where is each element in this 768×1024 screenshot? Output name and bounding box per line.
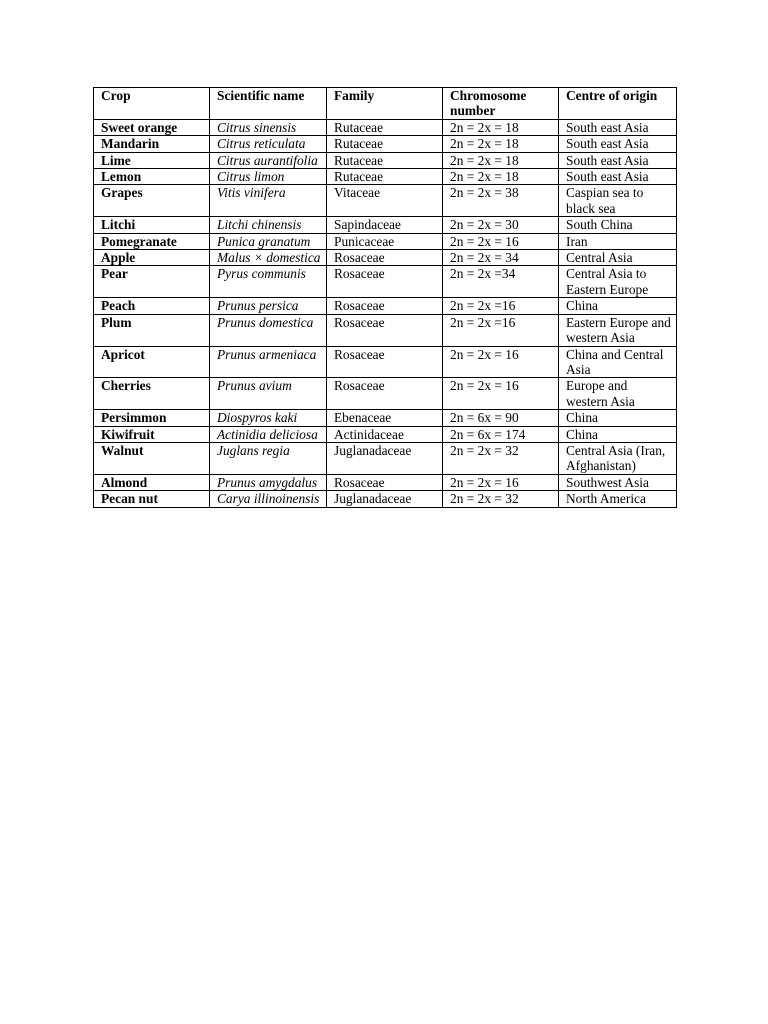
family-cell: Juglanadaceae — [327, 491, 443, 507]
centre-of-origin-cell: Central Asia (Iran, Afghanistan) — [559, 442, 677, 474]
crop-cell: Lime — [94, 152, 210, 168]
header-crop: Crop — [94, 88, 210, 120]
header-centre-of-origin: Centre of origin — [559, 88, 677, 120]
chromosome-number-cell: 2n = 2x =16 — [443, 298, 559, 314]
scientific-name-cell: Diospyros kaki — [210, 410, 327, 426]
table-row — [94, 426, 677, 442]
crop-table — [93, 87, 677, 508]
scientific-name-cell: Citrus reticulata — [210, 136, 327, 152]
header-chromosome-number: Chromosome number — [443, 88, 559, 120]
family-cell: Rosaceae — [327, 346, 443, 378]
crop-cell: Plum — [94, 314, 210, 346]
centre-of-origin-cell: Central Asia to Eastern Europe — [559, 266, 677, 298]
scientific-name-cell: Prunus persica — [210, 298, 327, 314]
centre-of-origin-cell: China — [559, 410, 677, 426]
centre-of-origin-cell: Southwest Asia — [559, 474, 677, 490]
scientific-name-cell: Carya illinoinensis — [210, 491, 327, 507]
centre-of-origin-cell: South east Asia — [559, 119, 677, 135]
centre-of-origin-cell: North America — [559, 491, 677, 507]
crop-cell: Cherries — [94, 378, 210, 410]
crop-cell: Grapes — [94, 185, 210, 217]
family-cell: Rutaceae — [327, 169, 443, 185]
crop-cell: Sweet orange — [94, 119, 210, 135]
table-header — [94, 88, 677, 120]
crop-cell: Walnut — [94, 442, 210, 474]
crop-cell: Kiwifruit — [94, 426, 210, 442]
family-cell: Sapindaceae — [327, 217, 443, 233]
crop-cell: Litchi — [94, 217, 210, 233]
centre-of-origin-cell: South east Asia — [559, 152, 677, 168]
scientific-name-cell: Actinidia deliciosa — [210, 426, 327, 442]
table-row — [94, 442, 677, 474]
scientific-name-cell: Litchi chinensis — [210, 217, 327, 233]
chromosome-number-cell: 2n = 2x = 18 — [443, 119, 559, 135]
table-row — [94, 474, 677, 490]
table-row — [94, 298, 677, 314]
centre-of-origin-cell: South China — [559, 217, 677, 233]
table-body — [94, 119, 677, 507]
scientific-name-cell: Pyrus communis — [210, 266, 327, 298]
family-cell: Rosaceae — [327, 266, 443, 298]
table-row — [94, 410, 677, 426]
header-row — [94, 88, 677, 120]
centre-of-origin-cell: Iran — [559, 233, 677, 249]
family-cell: Rosaceae — [327, 314, 443, 346]
family-cell: Rosaceae — [327, 250, 443, 266]
chromosome-number-cell: 2n = 2x = 38 — [443, 185, 559, 217]
header-family: Family — [327, 88, 443, 120]
table-row — [94, 233, 677, 249]
crop-cell: Pecan nut — [94, 491, 210, 507]
centre-of-origin-cell: Central Asia — [559, 250, 677, 266]
crop-cell: Apricot — [94, 346, 210, 378]
family-cell: Rosaceae — [327, 378, 443, 410]
chromosome-number-cell: 2n = 2x =34 — [443, 266, 559, 298]
scientific-name-cell: Juglans regia — [210, 442, 327, 474]
table-row — [94, 152, 677, 168]
chromosome-number-cell: 2n = 2x = 30 — [443, 217, 559, 233]
scientific-name-cell: Citrus limon — [210, 169, 327, 185]
crop-cell: Mandarin — [94, 136, 210, 152]
family-cell: Vitaceae — [327, 185, 443, 217]
crop-cell: Pear — [94, 266, 210, 298]
chromosome-number-cell: 2n = 2x = 34 — [443, 250, 559, 266]
chromosome-number-cell: 2n = 2x = 16 — [443, 474, 559, 490]
table-row — [94, 250, 677, 266]
scientific-name-cell: Vitis vinifera — [210, 185, 327, 217]
centre-of-origin-cell: Caspian sea to black sea — [559, 185, 677, 217]
header-scientific-name: Scientific name — [210, 88, 327, 120]
table-row — [94, 119, 677, 135]
chromosome-number-cell: 2n = 2x = 18 — [443, 136, 559, 152]
centre-of-origin-cell: China and Central Asia — [559, 346, 677, 378]
chromosome-number-cell: 2n = 2x = 16 — [443, 346, 559, 378]
chromosome-number-cell: 2n = 2x = 32 — [443, 442, 559, 474]
centre-of-origin-cell: China — [559, 426, 677, 442]
centre-of-origin-cell: South east Asia — [559, 136, 677, 152]
family-cell: Rosaceae — [327, 474, 443, 490]
family-cell: Ebenaceae — [327, 410, 443, 426]
table-row — [94, 346, 677, 378]
scientific-name-cell: Prunus domestica — [210, 314, 327, 346]
scientific-name-cell: Malus × domestica — [210, 250, 327, 266]
table-row — [94, 491, 677, 507]
centre-of-origin-cell: China — [559, 298, 677, 314]
centre-of-origin-cell: Eastern Europe and western Asia — [559, 314, 677, 346]
table-row — [94, 136, 677, 152]
scientific-name-cell: Prunus amygdalus — [210, 474, 327, 490]
family-cell: Punicaceae — [327, 233, 443, 249]
chromosome-number-cell: 2n = 2x = 18 — [443, 169, 559, 185]
scientific-name-cell: Prunus avium — [210, 378, 327, 410]
crop-cell: Pomegranate — [94, 233, 210, 249]
chromosome-number-cell: 2n = 2x = 16 — [443, 233, 559, 249]
centre-of-origin-cell: Europe and western Asia — [559, 378, 677, 410]
scientific-name-cell: Citrus aurantifolia — [210, 152, 327, 168]
family-cell: Rosaceae — [327, 298, 443, 314]
crop-cell: Lemon — [94, 169, 210, 185]
chromosome-number-cell: 2n = 2x =16 — [443, 314, 559, 346]
family-cell: Rutaceae — [327, 119, 443, 135]
family-cell: Actinidaceae — [327, 426, 443, 442]
chromosome-number-cell: 2n = 6x = 174 — [443, 426, 559, 442]
scientific-name-cell: Punica granatum — [210, 233, 327, 249]
table-row — [94, 217, 677, 233]
scientific-name-cell: Prunus armeniaca — [210, 346, 327, 378]
table-row — [94, 314, 677, 346]
crop-cell: Almond — [94, 474, 210, 490]
scientific-name-cell: Citrus sinensis — [210, 119, 327, 135]
chromosome-number-cell: 2n = 6x = 90 — [443, 410, 559, 426]
table-row — [94, 378, 677, 410]
crop-cell: Peach — [94, 298, 210, 314]
table-row — [94, 169, 677, 185]
chromosome-number-cell: 2n = 2x = 32 — [443, 491, 559, 507]
chromosome-number-cell: 2n = 2x = 18 — [443, 152, 559, 168]
family-cell: Rutaceae — [327, 152, 443, 168]
chromosome-number-cell: 2n = 2x = 16 — [443, 378, 559, 410]
crop-cell: Apple — [94, 250, 210, 266]
centre-of-origin-cell: South east Asia — [559, 169, 677, 185]
crop-cell: Persimmon — [94, 410, 210, 426]
family-cell: Rutaceae — [327, 136, 443, 152]
table-row — [94, 266, 677, 298]
table-row — [94, 185, 677, 217]
family-cell: Juglanadaceae — [327, 442, 443, 474]
